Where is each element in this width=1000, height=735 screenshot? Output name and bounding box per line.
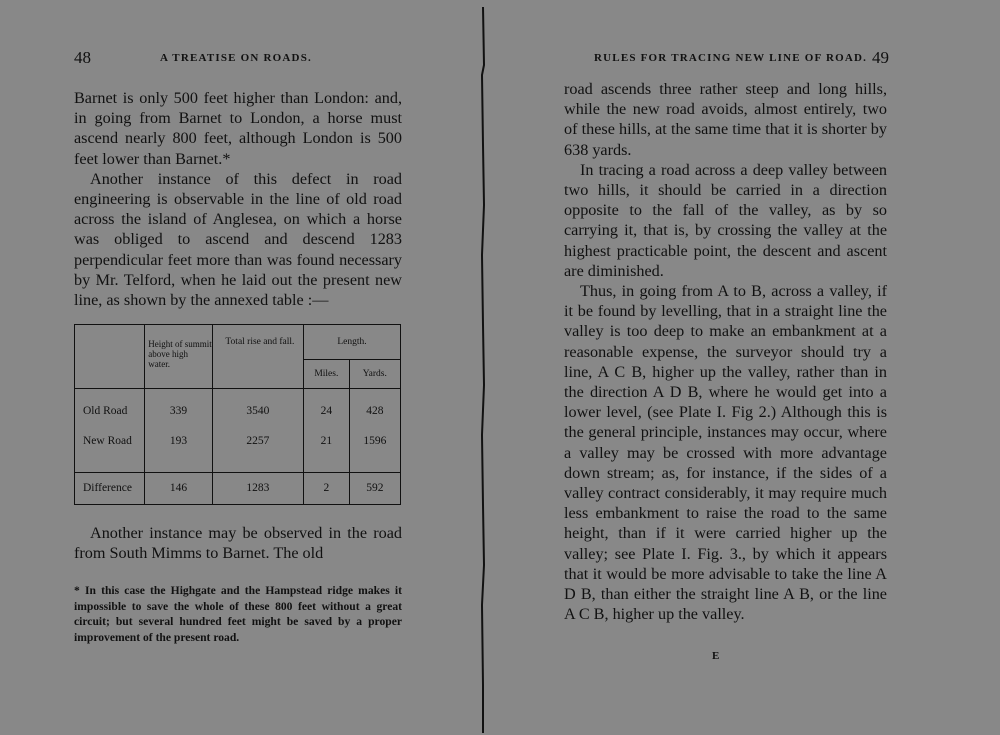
row-new-road-label: New Road (75, 433, 145, 473)
left-paragraph-2: Another instance of this defect in road engineering is observable in the line of old road across the island of Anglesea, on which a horse was obliged to ascend and descend 1283 perpendicular feet more than was found necessary by Mr. Telford, when he laid out the present new line, as shown by the annexed table :— (74, 169, 402, 310)
row-difference-label: Difference (75, 472, 145, 504)
running-head-right: RULES FOR TRACING NEW LINE OF ROAD. (594, 52, 868, 64)
row-difference-miles: 2 (304, 472, 350, 504)
book-spine-shadow (478, 5, 488, 735)
right-paragraph-2: In tracing a road across a deep valley between two hills, it should be carried in a direction opposite to the fall of the valley, as by so carrying it, that is, by crossing the valley at the highest practicable point, the descent and ascent are diminished. (564, 160, 887, 280)
row-new-road-height: 193 (145, 433, 213, 473)
table-blank-header (75, 325, 145, 389)
row-old-road-label: Old Road (75, 389, 145, 433)
running-head-left: A TREATISE ON ROADS. (160, 52, 312, 64)
row-new-road-yards: 1596 (349, 433, 400, 473)
right-body (564, 79, 887, 624)
header-miles: Miles. (304, 360, 350, 389)
left-paragraph-1: Barnet is only 500 feet higher than London: and, in going from Barnet to London, a horse must ascend nearly 800 feet, although London is 500 feet lower than Barnet.* (74, 89, 402, 168)
row-old-road-rise: 3540 (212, 389, 303, 433)
left-body-bottom (74, 523, 402, 563)
row-old-road-height: 339 (145, 389, 213, 433)
row-difference-yards: 592 (349, 472, 400, 504)
right-paragraph-3: Thus, in going from A to B, across a valley, if it be found by levelling, that in a straight line the valley is too deep to make an embankment at a reasonable expense, the surveyor should try a line, A C B, higher up the valley, rather than in the direction A D B, where he would get into a lower level, (see Plate I. Fig 2.) Although this is the general principle, instances may occur, where a valley may be crossed with more advantage down stream; as, for instance, if the sides of a valley contract considerably, it may require much less embankment to raise the road to the same height, than if it were carried higher up the valley; see Plate I. Fig. 3., by which it appears that it would be more advisable to take the line A D B, than either the straight line A B, or the line A C B, higher up the valley. (564, 282, 887, 624)
signature-mark: E (712, 650, 720, 662)
left-body-top (74, 88, 402, 310)
footnote: * In this case the Highgate and the Hampstead ridge makes it impossible to save the whole of these 800 feet without a great circuit; but several hundred feet might be saved by a proper improvement of the present road. (74, 584, 402, 644)
row-old-road-yards: 428 (349, 389, 400, 433)
road-comparison-table (74, 324, 401, 505)
row-difference-rise: 1283 (212, 472, 303, 504)
header-length: Length. (304, 325, 401, 360)
row-new-road-miles: 21 (304, 433, 350, 473)
page-number-left: 48 (74, 48, 91, 67)
right-paragraph-1: road ascends three rather steep and long hills, while the new road avoids, almost entirely, two of these hills, at the same time that it is shorter by 638 yards. (564, 80, 887, 159)
row-old-road-miles: 24 (304, 389, 350, 433)
left-paragraph-3: Another instance may be observed in the road from South Mimms to Barnet. The old (74, 524, 402, 563)
page-number-right: 49 (872, 48, 889, 67)
header-rise: Total rise and fall. (212, 325, 303, 389)
row-new-road-rise: 2257 (212, 433, 303, 473)
right-page (500, 0, 1000, 735)
left-page (0, 0, 470, 735)
header-height: Height of summit above high water. (145, 325, 213, 389)
row-difference-height: 146 (145, 472, 213, 504)
header-yards: Yards. (349, 360, 400, 389)
